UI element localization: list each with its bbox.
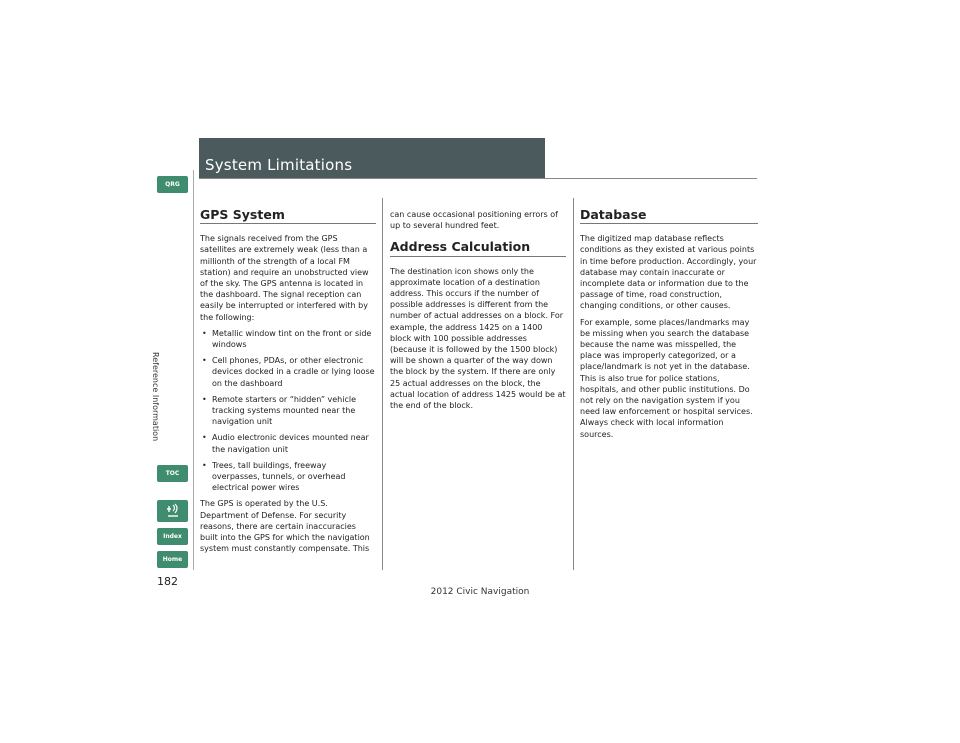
gps-intro: The signals received from the GPS satellites are extremely weak (less than a millionth of the strength of a local FM station) and require an unobstructed view of the sky. The GPS antenna is located in the dashboard. The signal reception can easily be interrupted or interfered with by the following: — [200, 234, 369, 322]
list-item: • Cell phones, PDAs, or other electronic devices docked in a cradle or lying loose on the dashboard — [200, 355, 376, 389]
database-para-1: The digitized map database reflects conditions as they existed at various points in time before production. Accordingly, your database may contain inaccurate or incomplete data or information due to the passage of time, road construction, changing conditions, or other causes. — [580, 234, 757, 311]
list-item: • Trees, tall buildings, freeway overpasses, tunnels, or overhead electrical power wires — [200, 460, 376, 494]
database-para-2: For example, some places/landmarks may be missing when you search the database because the name was misspelled, the place was improperly categorized, or a place/landmark is not yet in the database. This is also true for police stations, hospitals, and other public institutions. Do not rely on the navigation system if you need law enforcement or hospital services. Always check with local information sources. — [580, 317, 753, 439]
column-divider — [382, 198, 383, 570]
home-tab[interactable]: Home — [157, 551, 188, 568]
gps-continued: can cause occasional positioning errors of up to several hundred feet. — [390, 210, 558, 231]
list-item: • Remote starters or “hidden” vehicle tracking systems mounted near the navigation unit — [200, 394, 376, 428]
gps-heading: GPS System — [200, 209, 376, 224]
column-gps — [200, 209, 376, 559]
page-number: 182 — [157, 575, 178, 588]
page-title: System Limitations — [205, 156, 353, 174]
banner-rule — [199, 178, 757, 179]
section-side-label: Reference Information — [151, 352, 160, 442]
column-database — [580, 209, 758, 445]
list-item: • Audio electronic devices mounted near the navigation unit — [200, 432, 376, 454]
voice-command-icon — [166, 503, 180, 519]
address-body: The destination icon shows only the approximate location of a destination address. This occurs if the number of possible addresses is different from the number of actual addresses on a block. For example, the address 1425 on a 1400 block with 100 possible addresses (because it is followed by the 1500 block) will be shown a quarter of the way down the block by the system. If there are only 25 actual addresses on the block, the actual location of address 1425 would be at the end of the block. — [390, 266, 566, 411]
database-heading: Database — [580, 209, 758, 224]
index-tab[interactable]: Index — [157, 528, 188, 545]
address-heading: Address Calculation — [390, 241, 566, 256]
column-divider — [573, 198, 574, 570]
voice-tab[interactable] — [157, 500, 188, 522]
section-banner — [199, 138, 545, 179]
gps-outro: The GPS is operated by the U.S. Department of Defense. For security reasons, there are certain inaccuracies built into the GPS for which the navigation system must constantly compensate. This — [200, 499, 370, 554]
qrg-tab[interactable]: QRG — [157, 176, 188, 193]
gps-bullet-list — [200, 328, 376, 494]
toc-tab[interactable]: TOC — [157, 465, 188, 482]
column-address — [390, 209, 566, 416]
list-item: • Metallic window tint on the front or side windows — [200, 328, 376, 350]
footer-text: 2012 Civic Navigation — [430, 587, 530, 597]
side-rule — [193, 170, 194, 570]
